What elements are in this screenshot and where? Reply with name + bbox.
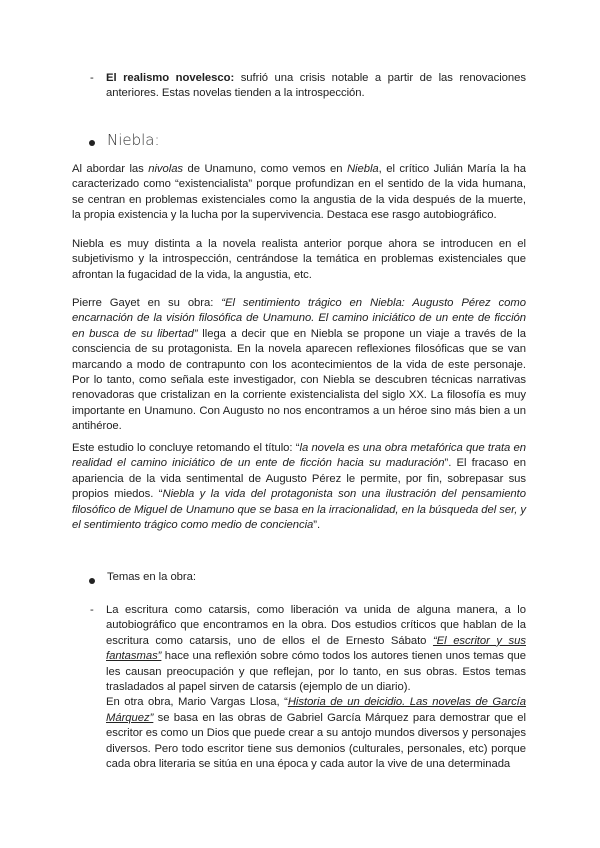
- paragraph-niebla-distinta: Niebla es muy distinta a la novela realista anterior porque ahora se introducen en el subjetivismo y la introspección, centrándose la temática en problemas existenciales que afrontan la fugacidad de la vida, la angustia, etc.: [72, 238, 526, 281]
- bullet-icon: [89, 136, 95, 151]
- paragraph-nivolas: Al abordar las nivolas de Unamuno, como vemos en Niebla, el crítico Julián María la ha caracterizado como “existencialista” porque profundizan en el sentido de la vida humana, se centran en problemas existenciales como la angustia de la vida después de la muerte, la propia existencia y la lucha por la supervivencia. Destaca ese rasgo autobiográfico.: [72, 163, 527, 222]
- vargas-llosa-work-title: Historia de un deicidio. Las novelas de García Márquez”: [106, 696, 526, 724]
- bullet-icon: [89, 574, 95, 589]
- dash-marker: -: [90, 72, 94, 84]
- realismo-paragraph: [106, 71, 526, 102]
- heading-temas: Temas en la obra:: [107, 571, 196, 583]
- paragraph-conclusion: Este estudio lo concluye retomando el título: “la novela es una obra metafórica que trata en realidad el camino iniciático de un ente de ficción hacia su maduración”. El fracaso en apariencia de la vida sentimental de Augusto Pérez le permite, por fin, sobrepasar sus propios miedos. “Niebla y la vida del protagonista son una ilustración del pensamiento filosófico de Miguel de Unamuno que se basa en la irracionalidad, en la búsqueda del ser, y el sentimiento trágico como medio de conciencia”.: [72, 442, 526, 532]
- gayet-work-title: “El sentimiento trágico en Niebla: Augusto Pérez como encarnación de la visión filosófica de Unamuno. El camino iniciático de un ente de ficción en busca de su libertad”: [72, 297, 526, 340]
- realismo-text: sufrió una crisis notable a partir de las renovaciones anteriores. Estas novelas tienden a la introspección.: [106, 72, 526, 100]
- heading-niebla: Niebla:: [107, 131, 160, 149]
- item-catarsis: La escritura como catarsis, como liberación va unida de alguna manera, a lo autobiográfico que encontramos en la obra. Dos estudios críticos que hablan de la escritura como catarsis, uno de ellos el de Ernesto Sábato “El escritor y sus fantasmas” hace una reflexión sobre cómo todos los autores tienen unos temas que les causan preocupación y que reflejan, por lo tanto, en sus obras. Estos temas trasladados al papel sirven de catarsis (ejemplo de un diario). En otra obra, Mario Vargas Llosa, “Historia de un deicidio. Las novelas de García Márquez” se basa en las obras de Gabriel García Márquez para demostrar que el escritor es como un Dios que puede crear a su antojo mundos diversos y personajes diversos. Pero todo escritor tiene sus demonios (culturales, personales, etc) porque cada obra literaria se sitúa en una época y cada autor la vive de una determinada: [106, 604, 526, 771]
- dash-marker: -: [90, 604, 94, 616]
- paragraph-gayet: Pierre Gayet en su obra: “El sentimiento trágico en Niebla: Augusto Pérez como encarnación de la visión filosófica de Unamuno. El camino iniciático de un ente de ficción en busca de su libertad” llega a decir que en Niebla se propone un viaje a través de la consciencia de su protagonista. En la novela aparecen reflexiones filosóficas que se van marcando a modo de contrapunto con los acontecimientos de la vida de este personaje. Por lo tanto, como señala este investigador, con Niebla se descubren técnicas narrativas renovadoras que cristalizan en la corriente existencialista del siglo XX. La filosofía es muy importante en Unamuno. Con Augusto no nos encontramos a un héroe sino más bien a un antihéroe.: [72, 297, 526, 433]
- realismo-term: El realismo novelesco:: [106, 72, 235, 84]
- sabato-work-title: “El escritor y sus fantasmas”: [106, 634, 526, 663]
